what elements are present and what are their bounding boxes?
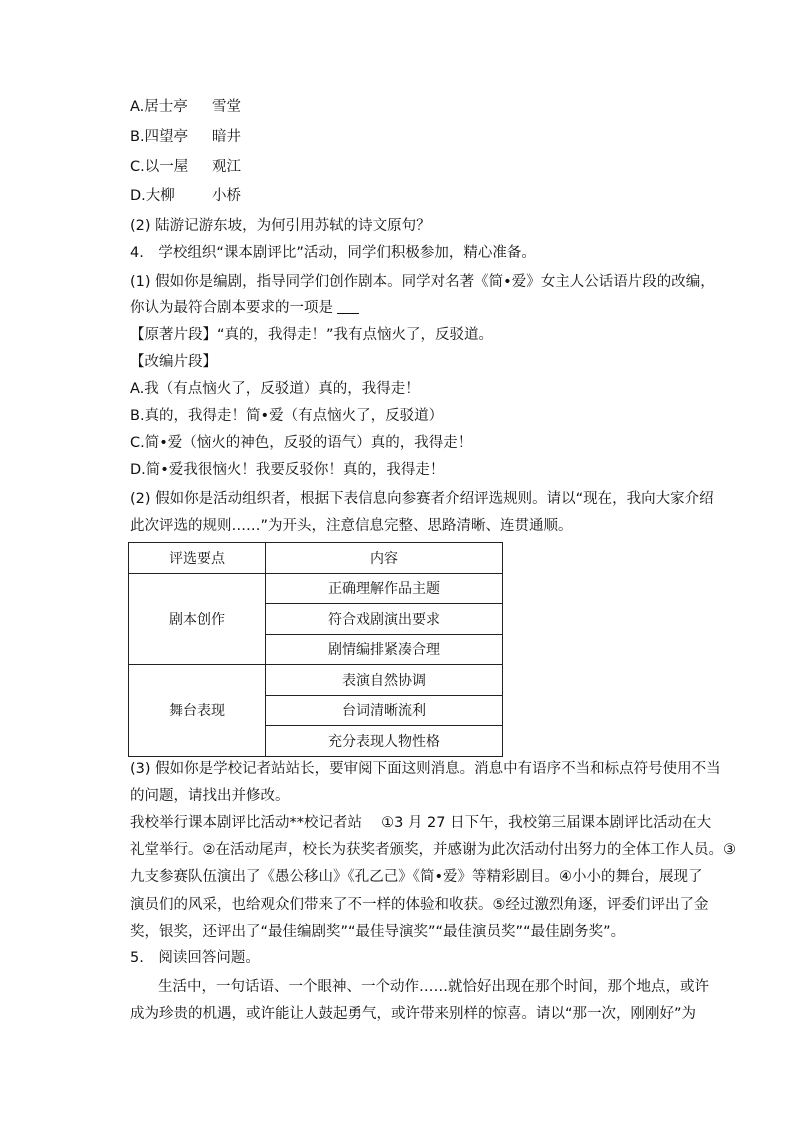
table-group-key: 剧本创作 bbox=[129, 573, 266, 665]
news-line-4: 演员们的风采，也给观众们带来了不一样的体验和收获。⑤经过激烈角逐，评委们评出了金 bbox=[130, 897, 709, 913]
option-b bbox=[130, 127, 241, 147]
option-left: C.以一屋 bbox=[130, 159, 189, 175]
table-cell: 剧情编排紧凑合理 bbox=[266, 634, 503, 665]
question-5-text-line2: 成为珍贵的机遇，或许能让人鼓起勇气，或许带来别样的惊喜。请以“那一次，刚刚好”为 bbox=[130, 1006, 697, 1022]
table-header-cell: 内容 bbox=[266, 543, 503, 574]
table-group-key: 舞台表现 bbox=[129, 665, 266, 757]
question-4-2-line2: 此次评选的规则……”为开头，注意信息完整、思路清晰、连贯通顺。 bbox=[130, 518, 573, 534]
option-c bbox=[130, 157, 241, 177]
option-a bbox=[130, 97, 241, 117]
question-4-1-line2 bbox=[130, 298, 359, 318]
question-3-2: (2) 陆游记游东坡，为何引用苏轼的诗文原句？ bbox=[130, 218, 431, 234]
adapted-option-b: B.真的，我得走！简•爱（有点恼火了，反驳道） bbox=[130, 408, 444, 424]
option-right: 雪堂 bbox=[212, 99, 241, 115]
adapted-option-a: A.我（有点恼火了，反驳道）真的，我得走！ bbox=[130, 381, 420, 397]
option-right: 暗井 bbox=[212, 129, 241, 145]
table-header-row bbox=[129, 543, 503, 574]
news-line-2: 礼堂举行。②在活动尾声，校长为获奖者颁奖，并感谢为此次活动付出努力的全体工作人员。③ bbox=[130, 842, 736, 858]
option-left: D.大柳 bbox=[130, 188, 175, 204]
table-row bbox=[129, 665, 503, 696]
question-4-3-line1: (3) 假如你是学校记者站站长，要审阅下面这则消息。消息中有语序不当和标点符号使用不当 bbox=[130, 761, 721, 777]
question-4-1-line1: (1) 假如你是编剧，指导同学们创作剧本。同学对名著《简•爱》女主人公话语片段的改编， bbox=[130, 274, 715, 290]
table-row bbox=[129, 573, 503, 604]
table-cell: 表演自然协调 bbox=[266, 665, 503, 696]
option-right: 小桥 bbox=[212, 188, 241, 204]
question-5-stem: 5. 阅读回答问题。 bbox=[130, 950, 260, 966]
question-4-1-text: 你认为最符合剧本要求的一项是 bbox=[130, 300, 333, 316]
news-line-1: 我校举行课本剧评比活动**校记者站 ①3 月 27 日下午，我校第三届课本剧评比活动在大 bbox=[130, 815, 712, 831]
table-cell: 台词清晰流利 bbox=[266, 695, 503, 726]
option-right: 观江 bbox=[212, 159, 241, 175]
original-excerpt: 【原著片段】“真的，我得走！”我有点恼火了，反驳道。 bbox=[130, 327, 494, 343]
news-line-5: 奖，银奖，还评出了“最佳编剧奖”“最佳导演奖”“最佳演员奖”“最佳剧务奖”。 bbox=[130, 924, 626, 940]
option-d bbox=[130, 186, 241, 206]
table-cell: 充分表现人物性格 bbox=[266, 726, 503, 757]
answer-blank[interactable] bbox=[337, 299, 359, 314]
criteria-table bbox=[128, 542, 503, 757]
question-4-2-line1: (2) 假如你是活动组织者，根据下表信息向参赛者介绍评选规则。请以“现在，我向大家介绍 bbox=[130, 491, 714, 507]
table-cell: 正确理解作品主题 bbox=[266, 573, 503, 604]
question-4-3-line2: 的问题，请找出并修改。 bbox=[130, 788, 290, 804]
adapted-option-c: C.简•爱（恼火的神色，反驳的语气）真的，我得走！ bbox=[130, 435, 473, 451]
table-cell: 符合戏剧演出要求 bbox=[266, 604, 503, 635]
question-4-stem: 4. 学校组织“课本剧评比”活动，同学们积极参加，精心准备。 bbox=[130, 245, 536, 261]
option-left: B.四望亭 bbox=[130, 129, 189, 145]
question-5-text-line1: 生活中，一句话语、一个眼神、一个动作……就恰好出现在那个时间，那个地点，或许 bbox=[158, 979, 709, 995]
option-left: A.居士亭 bbox=[130, 99, 188, 115]
news-line-3: 九支参赛队伍演出了《愚公移山》《孔乙己》《简•爱》等精彩剧目。④小小的舞台，展现了 bbox=[130, 869, 703, 885]
adapted-label: 【改编片段】 bbox=[130, 354, 217, 370]
adapted-option-d: D.简•爱我很恼火！我要反驳你！真的，我得走！ bbox=[130, 462, 445, 478]
table-header-cell: 评选要点 bbox=[129, 543, 266, 574]
